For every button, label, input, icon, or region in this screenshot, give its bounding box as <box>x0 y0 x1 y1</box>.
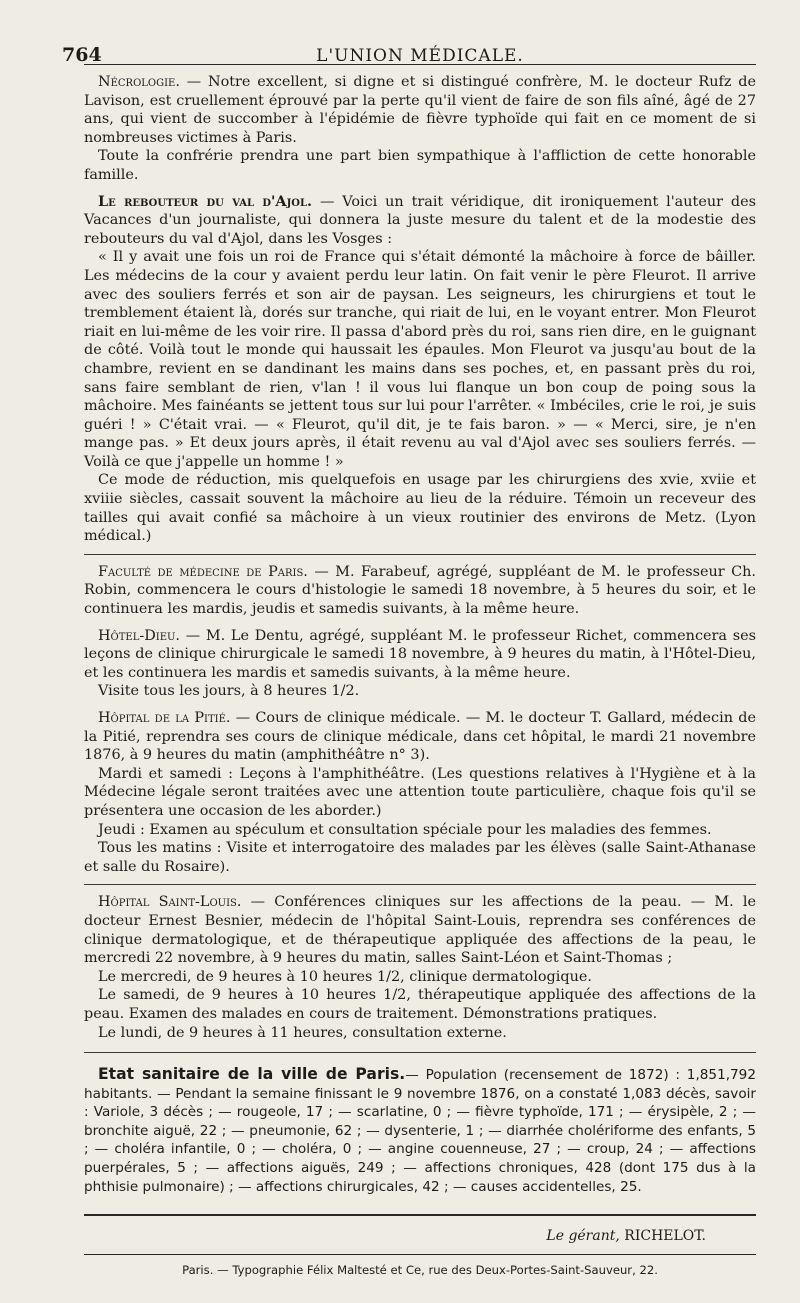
paragraph-text: Le lundi, de 9 heures à 11 heures, consultation externe. <box>98 1024 507 1041</box>
saint-louis-paragraph-2 <box>84 968 756 987</box>
paragraph-text: Mardi et samedi : Leçons à l'amphithéâtre. (Les questions relatives à l'Hygiène et à la Médecine légale seront traitées avec une attention toute particulière, chaque fois qu'il se présentera une occasion de les aborder.) <box>84 765 756 819</box>
section-lead: Faculté de médecine de Paris. <box>98 563 308 580</box>
pitie-paragraph <box>84 709 756 765</box>
paragraph-text: Le mercredi, de 9 heures à 10 heures 1/2, clinique dermatologique. <box>98 968 592 985</box>
hotel-dieu-paragraph <box>84 627 756 683</box>
paragraph-text: — M. Farabeuf, agrégé, suppléant de M. le professeur Ch. Robin, commencera le cours d'histologie le samedi 18 novembre, à 5 heures du soir, et le continuera les mardis, jeudis et samedis suivants, à la même heure. <box>84 563 756 618</box>
paragraph-text: — Cours de clinique médicale. — M. le docteur T. Gallard, médecin de la Pitié, reprendra ses cours de clinique médicale, dans cet hôpital, le mardi 21 novembre 1876, à 9 heures du matin (amphithéâtre n° 3). <box>84 710 756 764</box>
journal-title: L'UNION MÉDICALE. <box>316 46 524 66</box>
etat-text: — Population (recensement de 1872) : 1,851,792 habitants. — Pendant la semaine finissant le 9 novembre 1876, on a constaté 1,083 décès, savoir : Variole, 3 décès ; — rougeole, 17 ; — scarlatine, 0 ; — fièvre typhoïde, 171 ; — érysipèle, 2 ; — bronchite aiguë, 22 ; — pneumonie, 62 ; — dysenterie, 1 ; — diarrhée cholériforme des enfants, 5 ; — choléra infantile, 0 ; — choléra, 0 ; — angine couenneuse, 27 ; — croup, 24 ; — affections puerpérales, 5 ; — affections aiguës, 249 ; — affections chroniques, 428 (dont 175 dus à la phthisie pulmonaire) ; — affections chirurgicales, 42 ; — causes accidentelles, 25. <box>84 1067 756 1195</box>
paragraph-text: — Notre excellent, si digne et si distingué confrère, M. le docteur Rufz de Lavison, est cruellement éprouvé par la perte qu'il vient de faire de son fils aîné, âgé de 27 ans, qui vient de succomber à l'épidémie de fièvre typhoïde qui fait en ce moment de si nombreuses victimes à Paris. <box>84 74 756 146</box>
pitie-paragraph-4 <box>84 839 756 876</box>
paragraph-text: Ce mode de réduction, mis quelquefois en usage par les chirurgiens des xvie, xviie et xviiie siècles, cassait souvent la mâchoire au lieu de la réduire. Témoin un receveur des tailles qui avait confié sa mâchoire à un vieux routinier des environs de Metz. (Lyon médical.) <box>84 472 756 545</box>
saint-louis-paragraph-3 <box>84 986 756 1023</box>
saint-louis-paragraph-4 <box>84 1024 756 1043</box>
paragraph-text: — Voici un trait véridique, dit ironiquement l'auteur des Vacances d'un journaliste, qui donnera la juste mesure du talent et de la modestie des rebouteurs du val d'Ajol, dans les Vosges : <box>84 193 756 247</box>
section-lead: Hôpital Saint-Louis. <box>98 894 242 911</box>
printer-imprint: Paris. — Typographie Félix Maltesté et Ce, rue des Deux-Portes-Saint-Sauveur, 22. <box>84 1254 756 1277</box>
signature-name: RICHELOT. <box>624 1228 706 1245</box>
pitie-paragraph-2 <box>84 765 756 821</box>
paragraph-text: « Il y avait une fois un roi de France qui s'était démonté la mâchoire à force de bâiller. Les médecins de la cour y avaient perdu leur latin. On fait venir le père Fleurot. Il arrive avec des souliers ferrés et son air de paysan. Les seigneurs, les chirurgiens et tout le tremblement étaient là, dorés sur tranche, qui riait de lui, en le voyant entrer. Mon Fleurot riait en lui-même de les voir rire. Il passa d'abord près du roi, sans rien dire, en le guignant de côté. Voilà tout le monde qui haussait les épaules. Mon Fleurot va jusqu'au bout de la chambre, revient en se dandinant les mains dans ses poches, et, en passant près du roi, sans faire semblant de rien, v'lan ! il vous lui flanque un bon coup de poing sous la mâchoire. Mes fainéants se jettent tous sur lui pour l'arrêter. « Imbéciles, crie le roi, je suis guéri ! » C'était vrai. — « Fleurot, qu'il dit, je te fais baron. » — « Merci, sire, je n'en mange pas. » Et deux jours après, il était revenu au val d'Ajol avec ses souliers ferrés. — Voilà ce que j'appelle un homme ! » <box>84 249 756 470</box>
necrologie-paragraph-2 <box>84 147 756 184</box>
section-lead: Le rebouteur du val d'Ajol. <box>98 192 313 210</box>
hotel-dieu-paragraph-2 <box>84 682 756 701</box>
pitie-paragraph-3 <box>84 821 756 840</box>
saint-louis-paragraph <box>84 893 756 967</box>
paragraph-text: Tous les matins : Visite et interrogatoire des malades par les élèves (salle Saint-Athanase et salle du Rosaire). <box>84 840 756 875</box>
paragraph-text: — M. Le Dentu, agrégé, suppléant M. le professeur Richet, commencera ses leçons de clinique chirurgicale le samedi 18 novembre, à 9 heures du matin, à l'Hôtel-Dieu, et les continuera les mardis et samedis suivants, à la même heure. <box>84 627 756 681</box>
separator-rule <box>84 1052 756 1053</box>
article-body <box>84 73 756 1053</box>
paragraph-text: Le samedi, de 9 heures à 10 heures 1/2, thérapeutique appliquée des affections de la peau. Examen des malades en cours de traitement. Démonstrations pratiques. <box>84 987 756 1022</box>
section-lead: Hôpital de la Pitié. <box>98 710 231 726</box>
separator-rule <box>84 884 756 885</box>
paragraph-text: — Conférences cliniques sur les affections de la peau. — M. le docteur Ernest Besnier, médecin de l'hôpital Saint-Louis, reprendra ses conférences de clinique dermatologique, et de thérapeutique appliquée des affections de la peau, le mercredi 22 novembre, à 9 heures du matin, salles Saint-Léon et Saint-Thomas ; <box>84 894 756 967</box>
etat-sanitaire-paragraph <box>84 1065 756 1196</box>
etat-lead: Etat sanitaire de la ville de Paris. <box>98 1065 406 1084</box>
page-header <box>62 20 756 66</box>
signature-row <box>84 1214 756 1254</box>
section-lead: Nécrologie. <box>98 74 180 90</box>
signature-label: Le gérant, <box>546 1228 620 1245</box>
separator-rule <box>84 554 756 555</box>
paragraph-text: Jeudi : Examen au spéculum et consultation spéciale pour les maladies des femmes. <box>98 821 712 838</box>
paragraph-text: Visite tous les jours, à 8 heures 1/2. <box>98 683 360 700</box>
rebouteur-paragraph <box>84 193 756 249</box>
rebouteur-paragraph-2 <box>84 248 756 471</box>
necrologie-paragraph <box>84 73 756 147</box>
rebouteur-paragraph-3 <box>84 471 756 545</box>
faculte-paragraph <box>84 563 756 619</box>
section-lead: Hôtel-Dieu. <box>98 627 181 644</box>
paragraph-text: Toute la confrérie prendra une part bien sympathique à l'affliction de cette honorable famille. <box>84 148 756 183</box>
signature <box>546 1228 706 1244</box>
page-number: 764 <box>62 44 102 66</box>
